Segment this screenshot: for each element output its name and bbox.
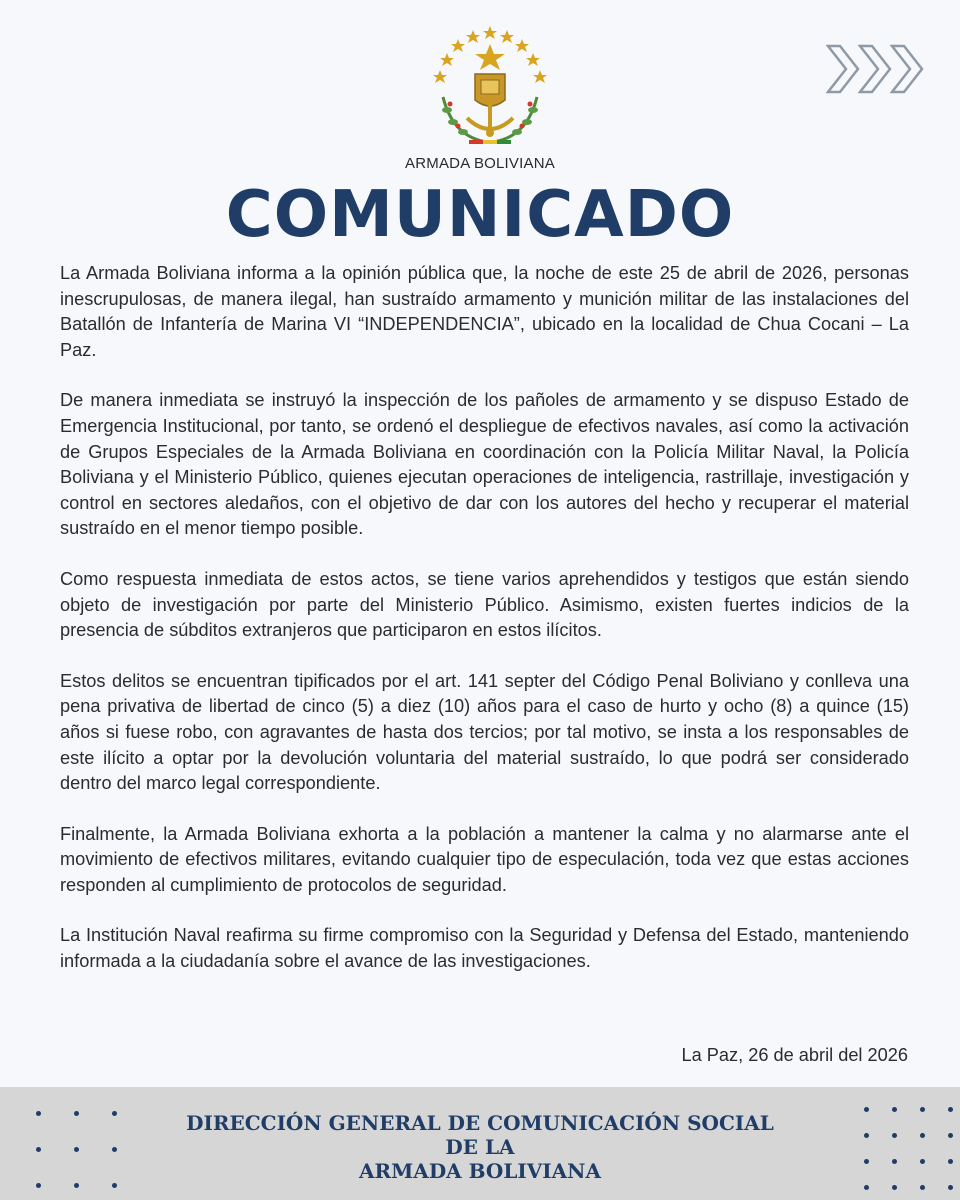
communique-body — [60, 261, 909, 1000]
footer-title — [180, 1111, 780, 1183]
paragraph-5: Finalmente, la Armada Boliviana exhorta a la población a mantener la calma y no alarmarse ante el movimiento de efectivos militares, evitando cualquier tipo de especulación, toda vez que estas acciones responden al cumplimiento de protocolos de seguridad. — [60, 823, 909, 895]
paragraph-6: La Institución Naval reafirma su firme compromiso con la Seguridad y Defensa del Estado, manteniendo informada a la ciudadanía sobre el avance de las investigaciones. — [60, 925, 909, 972]
page-title: COMUNICADO — [225, 178, 735, 252]
footer-line-1: DIRECCIÓN GENERAL DE COMUNICACIÓN SOCIAL DE LA — [186, 1111, 774, 1159]
organization-name: ARMADA BOLIVIANA — [405, 155, 555, 172]
triple-chevron-icon — [826, 42, 926, 96]
footer-line-2: ARMADA BOLIVIANA — [359, 1159, 601, 1183]
naval-emblem-icon — [425, 22, 555, 154]
paragraph-3: Como respuesta inmediata de estos actos, se tiene varios aprehendidos y testigos que están siendo objeto de investigación por parte del Ministerio Público. Asimismo, existen fuertes indicios de la presencia de súbditos extranjeros que participaron en estos ilícitos. — [60, 568, 909, 641]
paragraph-1: La Armada Boliviana informa a la opinión pública que, la noche de este 25 de abril de 2026, personas inescrupulosas, de manera ilegal, han sustraído armamento y munición militar de las instalaciones del Batallón de Infantería de Marina VI “INDEPENDENCIA”, ubicado en la localidad de Chua Cocani – La Paz. — [60, 263, 909, 360]
paragraph-2: De manera inmediata se instruyó la inspección de los pañoles de armamento y se dispuso Estado de Emergencia Institucional, por tanto, se ordenó el despliegue de efectivos navales, así como la activación de Grupos Especiales de la Armada Boliviana en coordinación con la Policía Militar Naval, la Policía Boliviana y el Ministerio Público, quienes ejecutan operaciones de inteligencia, rastrillaje, investigación y control en sectores aledaños, con el objetivo de dar con los autores del hecho y recuperar el material sustraído en el menor tiempo posible. — [60, 390, 909, 539]
footer-banner — [0, 1087, 960, 1200]
paragraph-4: Estos delitos se encuentran tipificados por el art. 141 septer del Código Penal Boliviano y conlleva una pena privativa de libertad de cinco (5) a diez (10) años para el caso de hurto y ocho (8) a quince (15) años si fuese robo, con agravantes de hasta dos tercios; por tal motivo, se insta a los responsables de este ilícito a optar por la devolución voluntaria del material sustraído, lo que podrá ser considerado dentro del marco legal correspondiente. — [60, 670, 909, 794]
date-line: La Paz, 26 de abril del 2026 — [681, 1045, 908, 1065]
